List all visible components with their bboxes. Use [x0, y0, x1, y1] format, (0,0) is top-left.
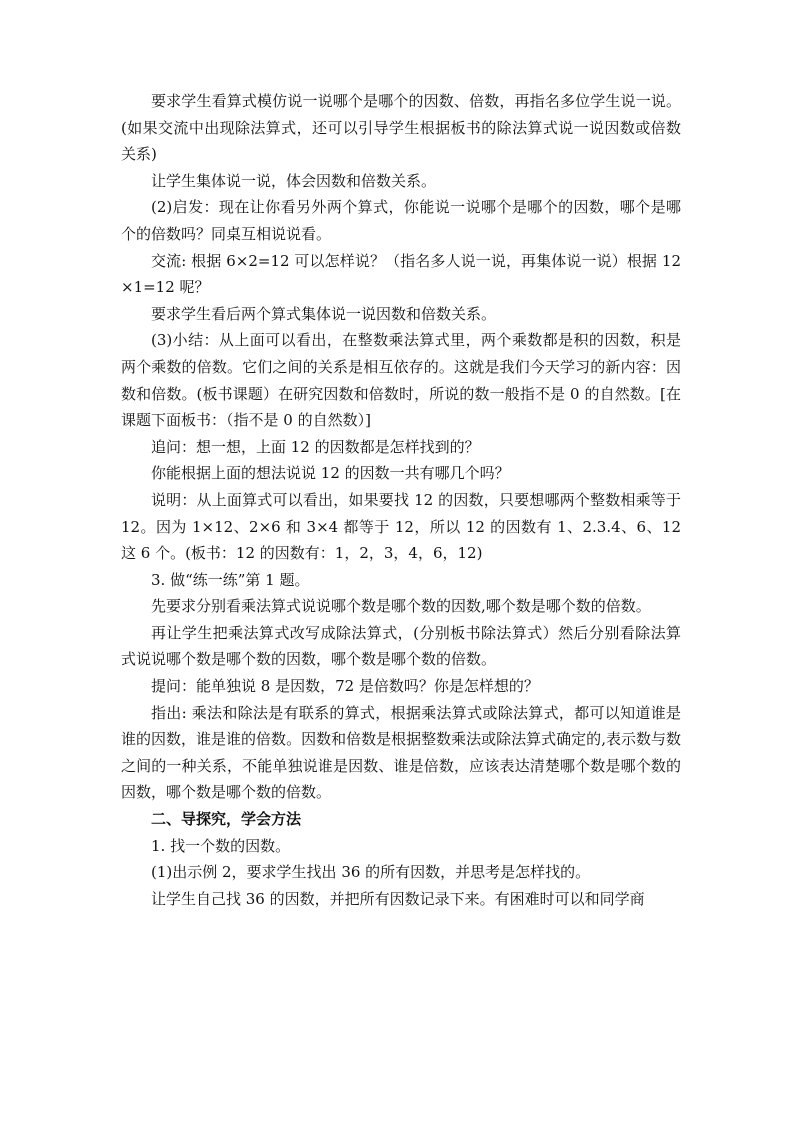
paragraph: 追问：想一想，上面 12 的因数都是怎样找到的？ — [151, 437, 480, 456]
paragraph: 1. 找一个数的因数。 — [151, 836, 291, 855]
document-page — [121, 88, 681, 912]
paragraph: (1)出示例 2，要求学生找出 36 的所有因数，并思考是怎样找的。 — [151, 863, 591, 882]
paragraph: 先要求分别看乘法算式说说哪个数是哪个数的因数,哪个数是哪个数的倍数。 — [151, 597, 651, 616]
paragraph: 让学生自己找 36 的因数，并把所有因数记录下来。有困难时可以和同学商 — [151, 889, 645, 908]
section-heading: 二、导探究，学会方法 — [151, 810, 302, 829]
paragraph: 指出: 乘法和除法是有联系的算式，根据乘法算式或除法算式，都可以知道谁是谁的因数，谁是谁的倍数。因数和倍数是根据整数乘法或除法算式确定的,表示数与数之间的一种关系，不能单独说谁是因数、谁是倍数，应该表达清楚哪个数是哪个数的因数，哪个数是哪个数的倍数。 — [121, 703, 681, 802]
paragraph: 提问：能单独说 8 是因数，72 是倍数吗？你是怎样想的？ — [151, 677, 539, 696]
paragraph: 交流: 根据 6×2=12 可以怎样说？（指名多人说一说，再集体说一说）根据 12×1=12 呢？ — [121, 251, 681, 297]
paragraph: 你能根据上面的想法说说 12 的因数一共有哪几个吗？ — [151, 464, 510, 483]
paragraph: 3. 做“练一练”第 1 题。 — [151, 570, 310, 589]
paragraph: 要求学生看后两个算式集体说一说因数和倍数关系。 — [151, 304, 497, 323]
paragraph: 说明：从上面算式可以看出，如果要找 12 的因数，只要想哪两个整数相乘等于 12。因为 1×12、2×6 和 3×4 都等于 12，所以 12 的因数有 1、2.3.4、6、12 这 6 个。(板书：12 的因数有：1，2，3，4，6，12) — [121, 490, 681, 563]
paragraph: 要求学生看算式模仿说一说哪个是哪个的因数、倍数，再指名多位学生说一说。(如果交流中出现除法算式，还可以引导学生根据板书的除法算式说一说因数或倍数关系) — [121, 92, 681, 164]
paragraph: 让学生集体说一说，体会因数和倍数关系。 — [151, 171, 437, 190]
paragraph: 再让学生把乘法算式改写成除法算式，(分别板书除法算式）然后分别看除法算式说说哪个数是哪个数的因数，哪个数是哪个数的倍数。 — [121, 623, 681, 669]
paragraph: (2)启发：现在让你看另外两个算式，你能说一说哪个是哪个的因数，哪个是哪个的倍数吗？同桌互相说说看。 — [121, 198, 681, 243]
paragraph: (3)小结：从上面可以看出，在整数乘法算式里，两个乘数都是积的因数，积是两个乘数的倍数。它们之间的关系是相互依存的。这就是我们今天学习的新内容：因数和倍数。(板书课题）在研究因数和倍数时，所说的数一般指不是 0 的自然数。[在课题下面板书：（指不是 0 的自然数）] — [121, 331, 681, 430]
